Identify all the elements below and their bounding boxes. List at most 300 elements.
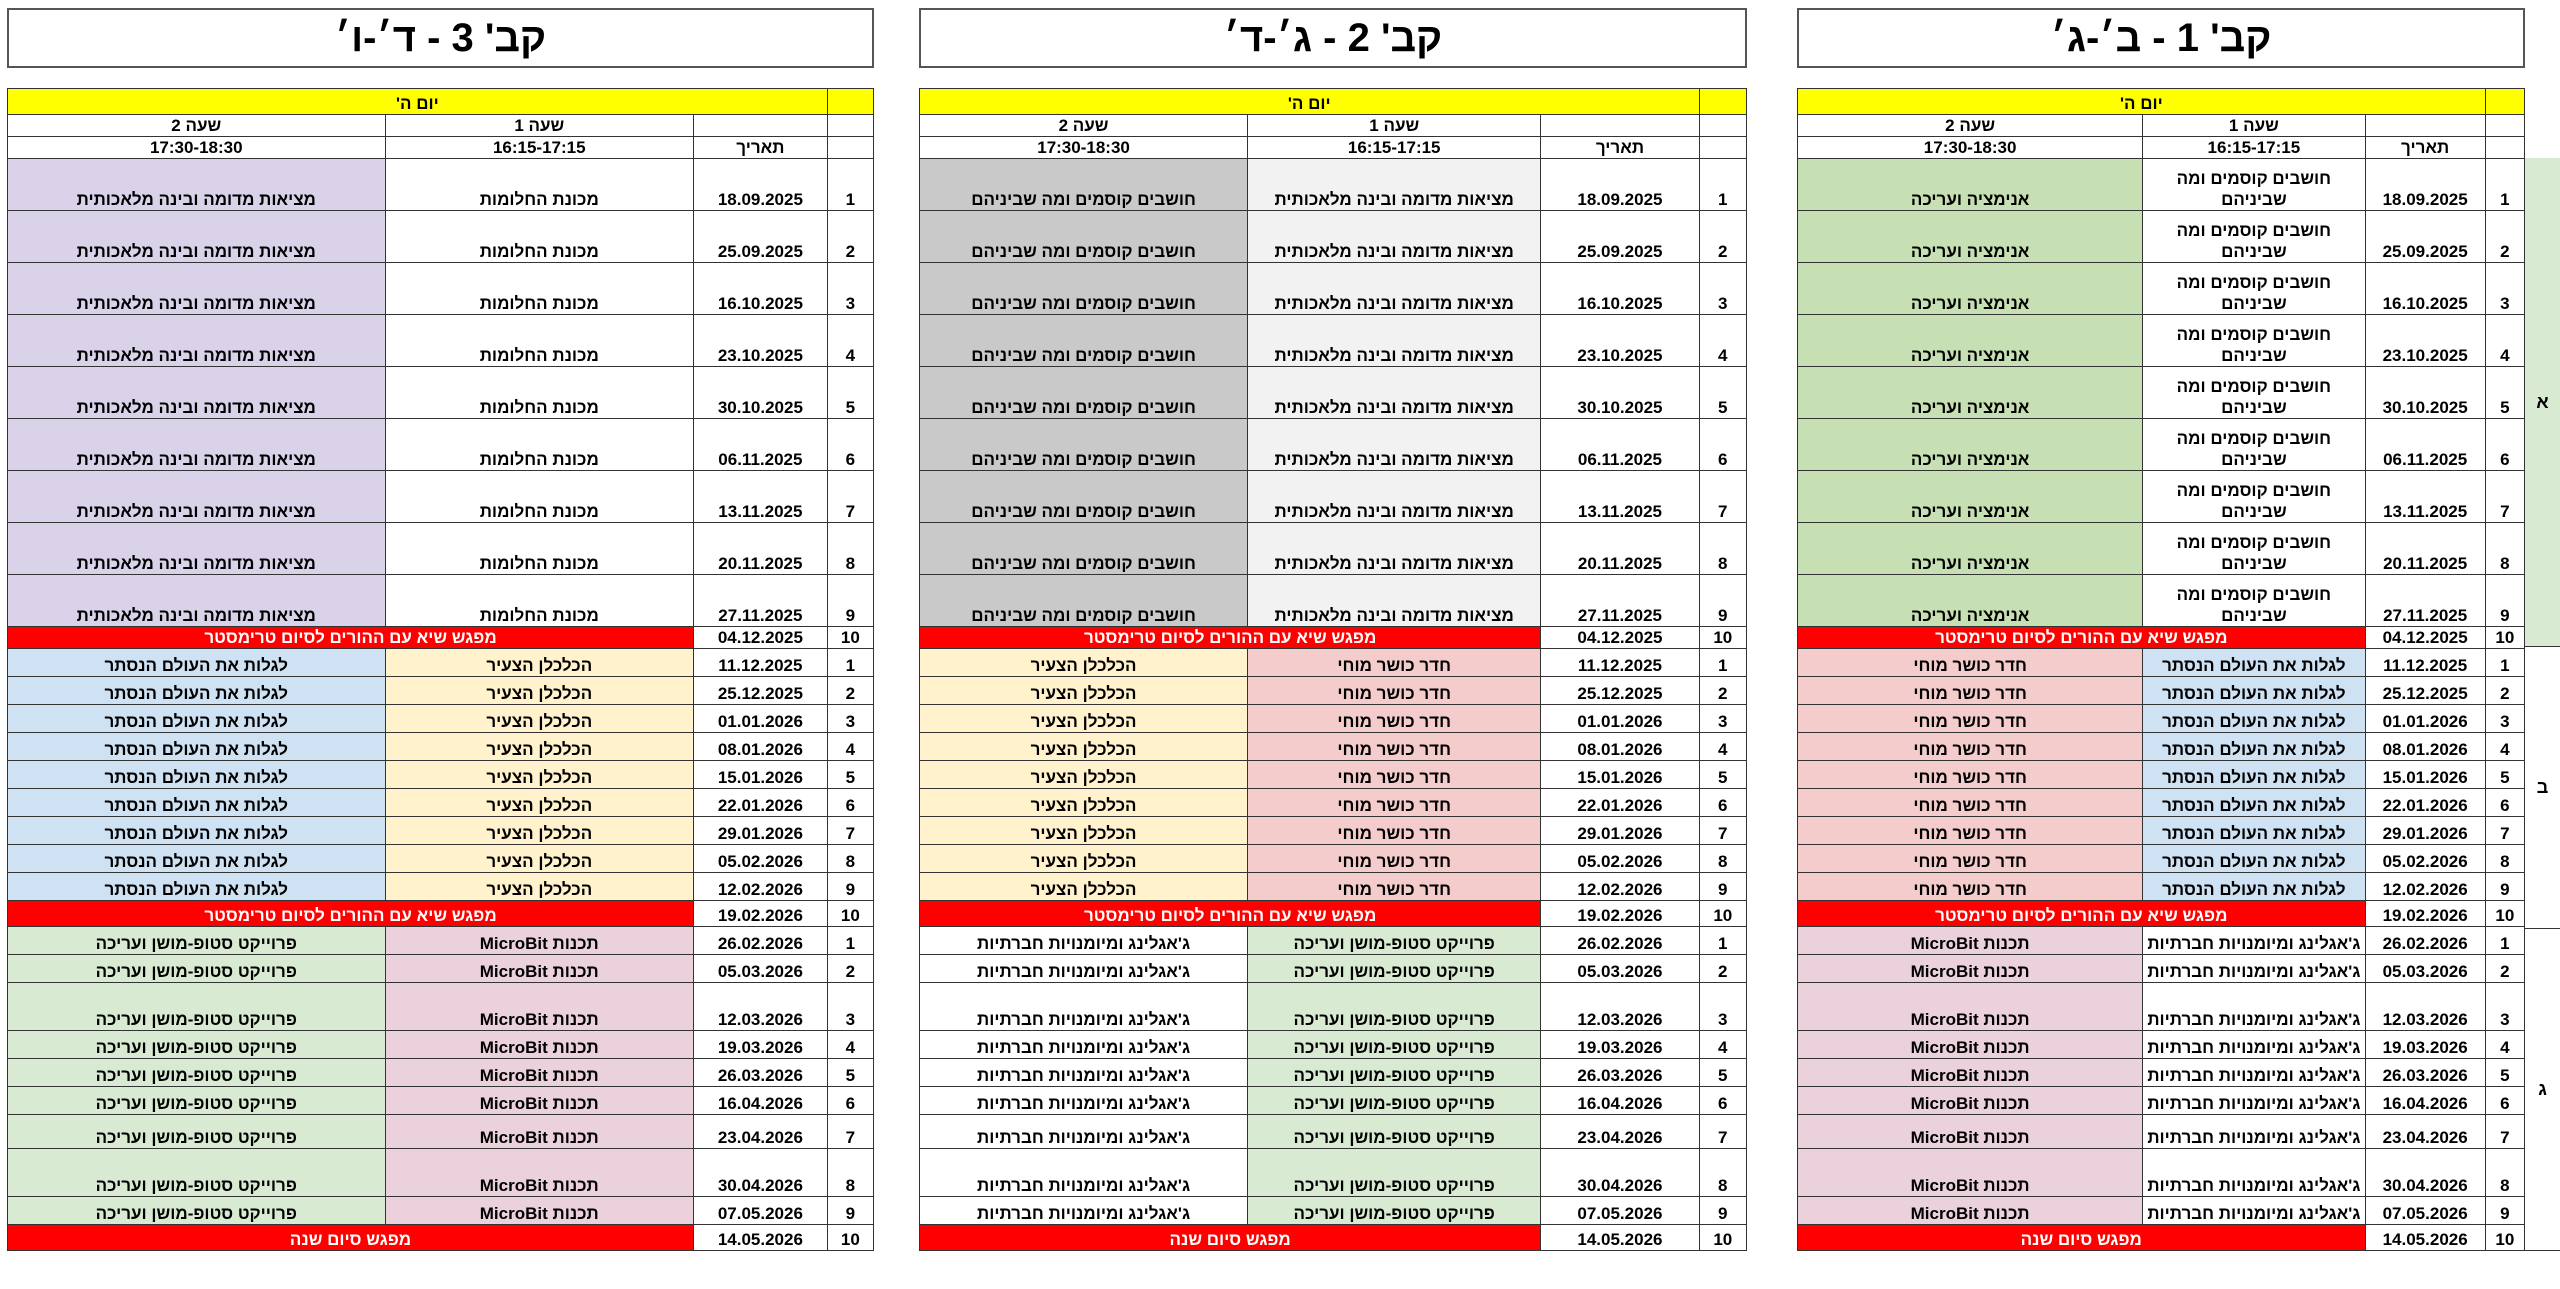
date-cell: 19.03.2026 <box>1541 1031 1699 1059</box>
row-number: 8 <box>2485 845 2524 873</box>
date-cell: 25.12.2025 <box>1541 677 1699 705</box>
row-number: 6 <box>827 1087 873 1115</box>
date-cell: 06.11.2025 <box>2365 419 2485 471</box>
hour2-activity: לגלות את העולם הנסתר <box>8 677 386 705</box>
row-number: 3 <box>1699 263 1746 315</box>
date-cell: 14.05.2026 <box>694 1225 828 1251</box>
time2-header: 17:30-18:30 <box>8 137 386 159</box>
date-cell: 11.12.2025 <box>2365 649 2485 677</box>
semester-label-b: ב <box>2525 647 2560 929</box>
row-number: 8 <box>1699 523 1746 575</box>
hour1-activity: ג'אגלינג ומיומנויות חברתיות <box>2143 1149 2365 1197</box>
hour2-activity: מציאות מדומה ובינה מלאכותית <box>8 159 386 211</box>
hour2-activity: הכלכלן הצעיר <box>920 705 1248 733</box>
hour1-activity: חושבים קוסמים ומה שביניהם <box>2143 523 2365 575</box>
row-number: 3 <box>827 263 873 315</box>
date-cell: 05.03.2026 <box>2365 955 2485 983</box>
row-number: 5 <box>827 761 873 789</box>
row-number: 1 <box>2485 159 2524 211</box>
empty-corner <box>2485 89 2524 115</box>
row-number: 10 <box>2485 901 2524 927</box>
date-cell: 27.11.2025 <box>1541 575 1699 627</box>
date-cell: 15.01.2026 <box>694 761 828 789</box>
row-number: 6 <box>2485 789 2524 817</box>
row-number: 4 <box>827 315 873 367</box>
row-number: 10 <box>827 627 873 649</box>
row-number: 8 <box>1699 845 1746 873</box>
date-cell: 12.03.2026 <box>2365 983 2485 1031</box>
date-cell: 22.01.2026 <box>2365 789 2485 817</box>
date-cell: 27.11.2025 <box>694 575 828 627</box>
hour1-activity: תכנות MicroBit <box>385 1149 694 1197</box>
row-number: 9 <box>2485 873 2524 901</box>
hour1-activity: לגלות את העולם הנסתר <box>2143 789 2365 817</box>
semester-column <box>2525 158 2560 1289</box>
hour1-activity: חושבים קוסמים ומה שביניהם <box>2143 159 2365 211</box>
date-cell: 12.02.2026 <box>694 873 828 901</box>
hour1-activity: הכלכלן הצעיר <box>385 845 694 873</box>
hour1-activity: פרוייקט סטופ-מושן ועריכה <box>1248 955 1541 983</box>
hour2-activity: פרוייקט סטופ-מושן ועריכה <box>8 1197 386 1225</box>
semester-label-c: ג <box>2525 929 2560 1251</box>
hour1-activity: מציאות מדומה ובינה מלאכותית <box>1248 419 1541 471</box>
hour1-header: שעה 1 <box>2143 115 2365 137</box>
hour1-activity: לגלות את העולם הנסתר <box>2143 845 2365 873</box>
hour1-activity: מכונת החלומות <box>385 471 694 523</box>
hour2-activity: מציאות מדומה ובינה מלאכותית <box>8 211 386 263</box>
row-number: 9 <box>2485 575 2524 627</box>
date-cell: 06.11.2025 <box>694 419 828 471</box>
date-cell: 11.12.2025 <box>1541 649 1699 677</box>
date-cell: 26.03.2026 <box>694 1059 828 1087</box>
date-cell: 08.01.2026 <box>2365 733 2485 761</box>
date-cell: 19.02.2026 <box>1541 901 1699 927</box>
date-cell: 19.02.2026 <box>2365 901 2485 927</box>
parents-meeting-banner: מפגש שיא עם ההורים לסיום טרימסטר <box>920 901 1541 927</box>
date-cell: 30.10.2025 <box>694 367 828 419</box>
date-header: תאריך <box>694 137 828 159</box>
date-cell: 29.01.2026 <box>2365 817 2485 845</box>
hour1-activity: מכונת החלומות <box>385 263 694 315</box>
row-number: 10 <box>827 1225 873 1251</box>
hour1-activity: ג'אגלינג ומיומנויות חברתיות <box>2143 1059 2365 1087</box>
hour1-activity: תכנות MicroBit <box>385 1115 694 1149</box>
empty-cell <box>694 115 828 137</box>
year-end-banner: מפגש סיום שנה <box>1798 1225 2366 1251</box>
hour2-activity: תכנות MicroBit <box>1798 1115 2143 1149</box>
hour2-activity: חושבים קוסמים ומה שביניהם <box>920 159 1248 211</box>
hour1-activity: תכנות MicroBit <box>385 1031 694 1059</box>
date-cell: 08.01.2026 <box>1541 733 1699 761</box>
hour1-activity: מציאות מדומה ובינה מלאכותית <box>1248 159 1541 211</box>
day-header: יום ה' <box>1798 89 2486 115</box>
date-cell: 06.11.2025 <box>1541 419 1699 471</box>
hour2-activity: חדר כושר מוחי <box>1798 817 2143 845</box>
row-number: 6 <box>827 789 873 817</box>
date-cell: 01.01.2026 <box>694 705 828 733</box>
row-number: 3 <box>827 983 873 1031</box>
row-number: 9 <box>2485 1197 2524 1225</box>
date-cell: 23.04.2026 <box>2365 1115 2485 1149</box>
row-number: 1 <box>2485 649 2524 677</box>
hour2-activity: הכלכלן הצעיר <box>920 789 1248 817</box>
date-cell: 05.02.2026 <box>2365 845 2485 873</box>
row-number: 2 <box>2485 211 2524 263</box>
date-cell: 12.03.2026 <box>694 983 828 1031</box>
row-number: 7 <box>827 471 873 523</box>
time1-header: 16:15-17:15 <box>385 137 694 159</box>
row-number: 5 <box>1699 1059 1746 1087</box>
row-number: 4 <box>1699 1031 1746 1059</box>
date-cell: 05.03.2026 <box>694 955 828 983</box>
hour2-activity: אנימציה ועריכה <box>1798 263 2143 315</box>
date-cell: 23.04.2026 <box>694 1115 828 1149</box>
hour2-activity: ג'אגלינג ומיומנויות חברתיות <box>920 1087 1248 1115</box>
date-cell: 08.01.2026 <box>694 733 828 761</box>
row-number: 5 <box>2485 367 2524 419</box>
hour2-activity: תכנות MicroBit <box>1798 1087 2143 1115</box>
row-number: 3 <box>1699 705 1746 733</box>
row-number: 10 <box>1699 901 1746 927</box>
hour1-activity: ג'אגלינג ומיומנויות חברתיות <box>2143 983 2365 1031</box>
date-cell: 23.10.2025 <box>1541 315 1699 367</box>
row-number: 3 <box>2485 263 2524 315</box>
row-number: 4 <box>2485 733 2524 761</box>
hour2-activity: אנימציה ועריכה <box>1798 159 2143 211</box>
row-number: 10 <box>1699 627 1746 649</box>
empty-cell <box>2485 115 2524 137</box>
date-cell: 07.05.2026 <box>694 1197 828 1225</box>
hour2-activity: ג'אגלינג ומיומנויות חברתיות <box>920 927 1248 955</box>
hour2-activity: ג'אגלינג ומיומנויות חברתיות <box>920 1115 1248 1149</box>
time2-header: 17:30-18:30 <box>920 137 1248 159</box>
hour2-activity: חושבים קוסמים ומה שביניהם <box>920 315 1248 367</box>
date-cell: 30.04.2026 <box>1541 1149 1699 1197</box>
day-header: יום ה' <box>8 89 828 115</box>
date-cell: 12.02.2026 <box>2365 873 2485 901</box>
hour1-activity: לגלות את העולם הנסתר <box>2143 761 2365 789</box>
hour1-activity: מציאות מדומה ובינה מלאכותית <box>1248 575 1541 627</box>
hour1-activity: תכנות MicroBit <box>385 1059 694 1087</box>
row-number: 6 <box>827 419 873 471</box>
hour1-activity: חושבים קוסמים ומה שביניהם <box>2143 315 2365 367</box>
empty-corner <box>827 89 873 115</box>
hour1-activity: פרוייקט סטופ-מושן ועריכה <box>1248 927 1541 955</box>
hour2-activity: תכנות MicroBit <box>1798 1197 2143 1225</box>
row-number: 8 <box>2485 1149 2524 1197</box>
hour2-activity: תכנות MicroBit <box>1798 927 2143 955</box>
hour2-activity: פרוייקט סטופ-מושן ועריכה <box>8 927 386 955</box>
date-cell: 16.04.2026 <box>694 1087 828 1115</box>
hour2-activity: מציאות מדומה ובינה מלאכותית <box>8 263 386 315</box>
hour2-activity: לגלות את העולם הנסתר <box>8 789 386 817</box>
date-cell: 05.02.2026 <box>694 845 828 873</box>
row-number: 2 <box>827 677 873 705</box>
hour2-activity: לגלות את העולם הנסתר <box>8 649 386 677</box>
empty-corner <box>1699 89 1746 115</box>
hour1-header: שעה 1 <box>1248 115 1541 137</box>
hour2-activity: חדר כושר מוחי <box>1798 845 2143 873</box>
hour2-activity: הכלכלן הצעיר <box>920 649 1248 677</box>
hour2-activity: פרוייקט סטופ-מושן ועריכה <box>8 1059 386 1087</box>
row-number: 7 <box>827 1115 873 1149</box>
hour1-activity: ג'אגלינג ומיומנויות חברתיות <box>2143 1197 2365 1225</box>
date-cell: 16.10.2025 <box>2365 263 2485 315</box>
hour2-header: שעה 2 <box>8 115 386 137</box>
date-cell: 30.04.2026 <box>694 1149 828 1197</box>
hour2-activity: לגלות את העולם הנסתר <box>8 873 386 901</box>
row-number: 5 <box>1699 761 1746 789</box>
hour2-activity: פרוייקט סטופ-מושן ועריכה <box>8 1115 386 1149</box>
hour2-activity: ג'אגלינג ומיומנויות חברתיות <box>920 1059 1248 1087</box>
hour2-activity: לגלות את העולם הנסתר <box>8 761 386 789</box>
hour1-activity: חדר כושר מוחי <box>1248 733 1541 761</box>
date-cell: 25.12.2025 <box>2365 677 2485 705</box>
hour2-activity: תכנות MicroBit <box>1798 1059 2143 1087</box>
date-cell: 19.02.2026 <box>694 901 828 927</box>
hour2-activity: לגלות את העולם הנסתר <box>8 733 386 761</box>
date-cell: 30.10.2025 <box>1541 367 1699 419</box>
date-cell: 25.09.2025 <box>1541 211 1699 263</box>
hour1-activity: תכנות MicroBit <box>385 1197 694 1225</box>
date-cell: 05.02.2026 <box>1541 845 1699 873</box>
row-number: 9 <box>1699 575 1746 627</box>
hour1-activity: מציאות מדומה ובינה מלאכותית <box>1248 263 1541 315</box>
parents-meeting-banner: מפגש שיא עם ההורים לסיום טרימסטר <box>1798 901 2366 927</box>
hour2-activity: לגלות את העולם הנסתר <box>8 705 386 733</box>
hour2-activity: חושבים קוסמים ומה שביניהם <box>920 471 1248 523</box>
row-number: 1 <box>827 159 873 211</box>
date-cell: 15.01.2026 <box>1541 761 1699 789</box>
hour2-activity: חדר כושר מוחי <box>1798 733 2143 761</box>
date-cell: 11.12.2025 <box>694 649 828 677</box>
date-cell: 22.01.2026 <box>694 789 828 817</box>
hour1-activity: תכנות MicroBit <box>385 983 694 1031</box>
row-number: 6 <box>2485 1087 2524 1115</box>
hour1-activity: מכונת החלומות <box>385 575 694 627</box>
date-cell: 12.02.2026 <box>1541 873 1699 901</box>
hour1-activity: לגלות את העולם הנסתר <box>2143 677 2365 705</box>
date-cell: 19.03.2026 <box>2365 1031 2485 1059</box>
schedule-table-group2 <box>919 88 1747 1251</box>
empty-cell <box>2485 137 2524 159</box>
row-number: 3 <box>2485 983 2524 1031</box>
hour1-activity: חושבים קוסמים ומה שביניהם <box>2143 367 2365 419</box>
hour1-activity: חדר כושר מוחי <box>1248 705 1541 733</box>
hour1-activity: לגלות את העולם הנסתר <box>2143 705 2365 733</box>
date-cell: 23.10.2025 <box>694 315 828 367</box>
semester-label-a: א <box>2525 158 2560 647</box>
date-cell: 25.09.2025 <box>694 211 828 263</box>
date-cell: 29.01.2026 <box>1541 817 1699 845</box>
date-cell: 12.03.2026 <box>1541 983 1699 1031</box>
group1-title: קב' 1 - ב׳-ג׳ <box>1797 8 2525 68</box>
date-header: תאריך <box>1541 137 1699 159</box>
hour1-activity: מכונת החלומות <box>385 211 694 263</box>
row-number: 8 <box>2485 523 2524 575</box>
date-cell: 20.11.2025 <box>1541 523 1699 575</box>
date-cell: 16.04.2026 <box>2365 1087 2485 1115</box>
date-cell: 26.02.2026 <box>1541 927 1699 955</box>
date-cell: 25.09.2025 <box>2365 211 2485 263</box>
hour1-activity: ג'אגלינג ומיומנויות חברתיות <box>2143 927 2365 955</box>
hour1-activity: לגלות את העולם הנסתר <box>2143 873 2365 901</box>
row-number: 9 <box>827 1197 873 1225</box>
hour1-activity: חושבים קוסמים ומה שביניהם <box>2143 211 2365 263</box>
hour1-activity: חדר כושר מוחי <box>1248 761 1541 789</box>
row-number: 7 <box>2485 1115 2524 1149</box>
row-number: 1 <box>827 927 873 955</box>
schedule-table-group1 <box>1797 88 2525 1251</box>
hour2-activity: לגלות את העולם הנסתר <box>8 817 386 845</box>
hour2-activity: פרוייקט סטופ-מושן ועריכה <box>8 1087 386 1115</box>
row-number: 4 <box>1699 315 1746 367</box>
hour2-activity: אנימציה ועריכה <box>1798 419 2143 471</box>
hour1-header: שעה 1 <box>385 115 694 137</box>
schedule-table-group3 <box>7 88 874 1251</box>
hour2-activity: פרוייקט סטופ-מושן ועריכה <box>8 955 386 983</box>
hour2-activity: אנימציה ועריכה <box>1798 211 2143 263</box>
hour2-activity: תכנות MicroBit <box>1798 1031 2143 1059</box>
year-end-banner: מפגש סיום שנה <box>920 1225 1541 1251</box>
hour1-activity: הכלכלן הצעיר <box>385 649 694 677</box>
hour1-activity: הכלכלן הצעיר <box>385 789 694 817</box>
row-number: 1 <box>2485 927 2524 955</box>
hour2-activity: אנימציה ועריכה <box>1798 523 2143 575</box>
year-end-banner: מפגש סיום שנה <box>8 1225 694 1251</box>
hour2-activity: חושבים קוסמים ומה שביניהם <box>920 419 1248 471</box>
row-number: 2 <box>1699 677 1746 705</box>
row-number: 5 <box>2485 1059 2524 1087</box>
day-header: יום ה' <box>920 89 1700 115</box>
parents-meeting-banner: מפגש שיא עם ההורים לסיום טרימסטר <box>8 901 694 927</box>
hour2-activity: חושבים קוסמים ומה שביניהם <box>920 367 1248 419</box>
hour1-activity: תכנות MicroBit <box>385 1087 694 1115</box>
hour1-activity: חדר כושר מוחי <box>1248 789 1541 817</box>
hour1-activity: מכונת החלומות <box>385 367 694 419</box>
hour2-activity: תכנות MicroBit <box>1798 955 2143 983</box>
date-cell: 26.03.2026 <box>1541 1059 1699 1087</box>
hour2-activity: הכלכלן הצעיר <box>920 817 1248 845</box>
row-number: 1 <box>1699 927 1746 955</box>
row-number: 7 <box>2485 471 2524 523</box>
row-number: 8 <box>827 1149 873 1197</box>
row-number: 1 <box>1699 159 1746 211</box>
hour1-activity: מציאות מדומה ובינה מלאכותית <box>1248 315 1541 367</box>
empty-cell <box>827 137 873 159</box>
row-number: 3 <box>827 705 873 733</box>
hour2-activity: מציאות מדומה ובינה מלאכותית <box>8 471 386 523</box>
date-cell: 18.09.2025 <box>2365 159 2485 211</box>
row-number: 2 <box>827 211 873 263</box>
row-number: 6 <box>2485 419 2524 471</box>
hour2-activity: הכלכלן הצעיר <box>920 677 1248 705</box>
date-cell: 05.03.2026 <box>1541 955 1699 983</box>
hour1-activity: חושבים קוסמים ומה שביניהם <box>2143 263 2365 315</box>
date-cell: 01.01.2026 <box>1541 705 1699 733</box>
hour1-activity: מציאות מדומה ובינה מלאכותית <box>1248 367 1541 419</box>
row-number: 10 <box>1699 1225 1746 1251</box>
parents-meeting-banner: מפגש שיא עם ההורים לסיום טרימסטר <box>920 627 1541 649</box>
date-cell: 29.01.2026 <box>694 817 828 845</box>
empty-cell <box>1699 137 1746 159</box>
row-number: 7 <box>1699 1115 1746 1149</box>
row-number: 5 <box>827 367 873 419</box>
group2-title: קב' 2 - ג׳-ד׳ <box>919 8 1747 68</box>
hour2-activity: ג'אגלינג ומיומנויות חברתיות <box>920 1031 1248 1059</box>
hour2-activity: ג'אגלינג ומיומנויות חברתיות <box>920 1149 1248 1197</box>
date-cell: 30.10.2025 <box>2365 367 2485 419</box>
hour1-activity: חושבים קוסמים ומה שביניהם <box>2143 471 2365 523</box>
date-cell: 26.03.2026 <box>2365 1059 2485 1087</box>
hour1-activity: חדר כושר מוחי <box>1248 873 1541 901</box>
hour2-activity: חדר כושר מוחי <box>1798 761 2143 789</box>
empty-cell <box>827 115 873 137</box>
row-number: 2 <box>1699 211 1746 263</box>
date-cell: 18.09.2025 <box>1541 159 1699 211</box>
hour2-activity: הכלכלן הצעיר <box>920 761 1248 789</box>
time1-header: 16:15-17:15 <box>2143 137 2365 159</box>
row-number: 2 <box>2485 955 2524 983</box>
hour1-activity: חדר כושר מוחי <box>1248 817 1541 845</box>
hour2-activity: תכנות MicroBit <box>1798 1149 2143 1197</box>
date-cell: 07.05.2026 <box>2365 1197 2485 1225</box>
row-number: 4 <box>2485 1031 2524 1059</box>
row-number: 9 <box>1699 1197 1746 1225</box>
date-cell: 25.12.2025 <box>694 677 828 705</box>
row-number: 3 <box>2485 705 2524 733</box>
hour2-header: שעה 2 <box>920 115 1248 137</box>
date-cell: 04.12.2025 <box>2365 627 2485 649</box>
row-number: 6 <box>1699 1087 1746 1115</box>
hour2-activity: מציאות מדומה ובינה מלאכותית <box>8 523 386 575</box>
hour1-activity: פרוייקט סטופ-מושן ועריכה <box>1248 1149 1541 1197</box>
hour2-activity: פרוייקט סטופ-מושן ועריכה <box>8 1149 386 1197</box>
row-number: 8 <box>827 845 873 873</box>
hour2-activity: מציאות מדומה ובינה מלאכותית <box>8 575 386 627</box>
hour2-activity: תכנות MicroBit <box>1798 983 2143 1031</box>
hour1-activity: פרוייקט סטופ-מושן ועריכה <box>1248 983 1541 1031</box>
hour1-activity: מציאות מדומה ובינה מלאכותית <box>1248 211 1541 263</box>
date-cell: 13.11.2025 <box>694 471 828 523</box>
hour2-activity: אנימציה ועריכה <box>1798 471 2143 523</box>
empty-cell <box>2365 115 2485 137</box>
date-cell: 22.01.2026 <box>1541 789 1699 817</box>
date-header: תאריך <box>2365 137 2485 159</box>
hour2-activity: חושבים קוסמים ומה שביניהם <box>920 211 1248 263</box>
hour1-activity: הכלכלן הצעיר <box>385 761 694 789</box>
hour2-header: שעה 2 <box>1798 115 2143 137</box>
hour1-activity: לגלות את העולם הנסתר <box>2143 817 2365 845</box>
hour1-activity: מכונת החלומות <box>385 159 694 211</box>
row-number: 1 <box>827 649 873 677</box>
date-cell: 04.12.2025 <box>1541 627 1699 649</box>
hour1-activity: מכונת החלומות <box>385 419 694 471</box>
hour2-activity: ג'אגלינג ומיומנויות חברתיות <box>920 983 1248 1031</box>
row-number: 7 <box>1699 817 1746 845</box>
row-number: 4 <box>2485 315 2524 367</box>
hour2-activity: חדר כושר מוחי <box>1798 873 2143 901</box>
hour2-activity: מציאות מדומה ובינה מלאכותית <box>8 315 386 367</box>
hour1-activity: פרוייקט סטופ-מושן ועריכה <box>1248 1059 1541 1087</box>
row-number: 9 <box>827 873 873 901</box>
date-cell: 26.02.2026 <box>694 927 828 955</box>
date-cell: 18.09.2025 <box>694 159 828 211</box>
row-number: 2 <box>2485 677 2524 705</box>
row-number: 4 <box>827 1031 873 1059</box>
row-number: 5 <box>1699 367 1746 419</box>
hour1-activity: חדר כושר מוחי <box>1248 677 1541 705</box>
